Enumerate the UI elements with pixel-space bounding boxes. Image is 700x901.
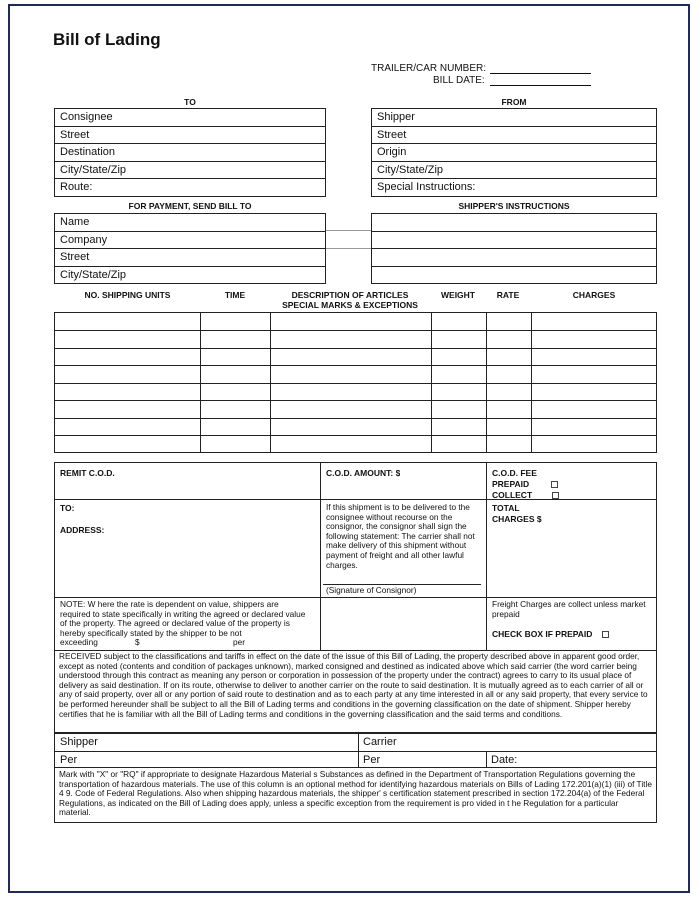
freight-charges-text: Freight Charges are collect unless market prepaid [492,600,646,619]
col-description: DESCRIPTION OF ARTICLES [291,290,409,300]
consignor-signature-label: (Signature of Consignor) [326,586,417,595]
received-terms: RECEIVED subject to the classifications and tariffs in effect on the date of the issue of this Bill of Lading, the property described above in apparent good order, except as noted (contents and condition of packages unknown), marked consigned and destined as indicated above which said carrier (the word carrier being understood through this contract as meaning any person or corporation in possession of the property under the contract) agrees to carry to its usual place of delivery as said destination. If on its route, otherwise to deliver to another carrier on the route to said destination. It is mutually agreed as to each carrier of all or any of said property, over all or any portion of said route to destination and as to each party at any time interested in all or any said property, that every service to be performed hereunder shall be subject to all the Bill of Lading terms and conditions in the governing classification on the date of shipment. Shipper hereby certifies that he is familiar with all the Bill of Lading terms and conditions in the governing classification and the said terms and conditions. [54,651,657,733]
instructions-line[interactable] [372,232,656,250]
cod-address-label: ADDRESS: [60,525,105,535]
cod-to-label: TO: [60,503,75,513]
note-per: per [233,638,245,647]
payment-box [54,213,326,284]
date-field[interactable]: Date: [491,754,518,766]
shipper-instructions-box[interactable] [371,213,657,284]
trailer-number-field[interactable] [490,63,591,74]
note-text: NOTE: W here the rate is dependent on value, shippers are required to state specifically in writing the agreed or declared value of the property. The agreed or declared value of the property is hereby specifically stated by the shipper to be not [60,600,306,638]
payment-street-field[interactable]: Street [55,249,325,267]
shipper-instructions-heading: SHIPPER'S INSTRUCTIONS [458,201,570,211]
payment-name-field[interactable]: Name [55,214,325,232]
col-rate: RATE [496,290,520,300]
consignor-signature-line[interactable] [323,584,481,585]
instructions-line[interactable] [372,214,656,232]
shipper-per-field[interactable]: Per [60,754,78,766]
payment-heading: FOR PAYMENT, SEND BILL TO [128,201,252,211]
remit-cod-label: REMIT C.O.D. [60,468,115,478]
carrier-signature-field[interactable]: Carrier [363,736,397,748]
col-special-marks: SPECIAL MARKS & EXCEPTIONS [282,300,418,310]
consignee-field[interactable]: Consignee [55,109,325,127]
from-heading: FROM [501,97,527,107]
consignor-statement: If this shipment is to be delivered to the consignee without recourse on the consignor, the consignor shall sign the following statement: The carrier shall not make delivery of this shipment without payment of freight and all other lawful charges. [326,503,475,570]
instructions-line[interactable] [372,249,656,267]
bill-date-label: BILL DATE: [433,75,485,86]
prepaid-checkbox[interactable] [551,481,558,488]
to-box [54,108,326,197]
shipping-items-table[interactable] [54,312,657,453]
carrier-per-field[interactable]: Per [363,754,381,766]
col-shipping-units: NO. SHIPPING UNITS [84,290,171,300]
payment-city-state-zip-field[interactable]: City/State/Zip [60,268,127,281]
to-heading: TO [184,97,196,107]
prepaid-check-box[interactable] [602,631,609,638]
check-box-prepaid-label: CHECK BOX IF PREPAID [492,629,593,639]
divider [326,230,371,231]
note-dollar: $ [135,638,140,647]
check-box-prepaid [492,629,609,639]
instructions-line[interactable] [372,267,656,285]
col-weight: WEIGHT [441,290,475,300]
total-charges [492,503,542,525]
from-street-field[interactable]: Street [372,127,656,145]
special-instructions-field[interactable]: Special Instructions: [377,181,476,193]
to-city-state-zip-field[interactable]: City/State/Zip [55,162,325,180]
to-street-field[interactable]: Street [55,127,325,145]
collect-label: COLLECT [492,490,533,500]
col-time: TIME [224,290,246,300]
collect-checkbox[interactable] [552,492,559,499]
cod-section [54,462,657,651]
cod-amount-label: C.O.D. AMOUNT: $ [326,468,401,478]
cod-fee-block [492,468,559,501]
note-exceeding: exceeding [60,638,98,647]
destination-field[interactable]: Destination [55,144,325,162]
bill-date-field[interactable] [490,75,591,86]
charges-label: CHARGES $ [492,514,542,524]
origin-field[interactable]: Origin [372,144,656,162]
shipper-signature-field[interactable]: Shipper [60,736,98,748]
col-charges: CHARGES [572,290,616,300]
signature-section [54,733,657,768]
document-title: Bill of Lading [53,30,161,49]
from-city-state-zip-field[interactable]: City/State/Zip [372,162,656,180]
payment-company-field[interactable]: Company [55,232,325,250]
route-field[interactable]: Route: [60,181,93,193]
trailer-number-label: TRAILER/CAR NUMBER: [371,63,487,74]
prepaid-label: PREPAID [492,479,530,489]
cod-fee-label: C.O.D. FEE [492,468,537,478]
shipper-field[interactable]: Shipper [372,109,656,127]
from-box [371,108,657,197]
hazmat-notice: Mark with "X" or "RQ" if appropriate to designate Hazardous Material s Substances as defined in the Department of Transportation Regulations governing the transportation of hazardous materials. The use of this column is an optional method for identifying hazardous materials on Bills of Lading 172.201(a)(1) (iii) of Title 4 9. Code of Federal Regulations. Also when shipping hazardous materials, the shipper' s certification statement prescribed in section 172.204(a) of the Federal Regulations, as indicated on the Bill of Lading does apply, unless a specific exception from the requirement is pro vided in t he Regulation for a particular material. [54,768,657,823]
total-label: TOTAL [492,503,520,513]
divider [326,248,371,249]
